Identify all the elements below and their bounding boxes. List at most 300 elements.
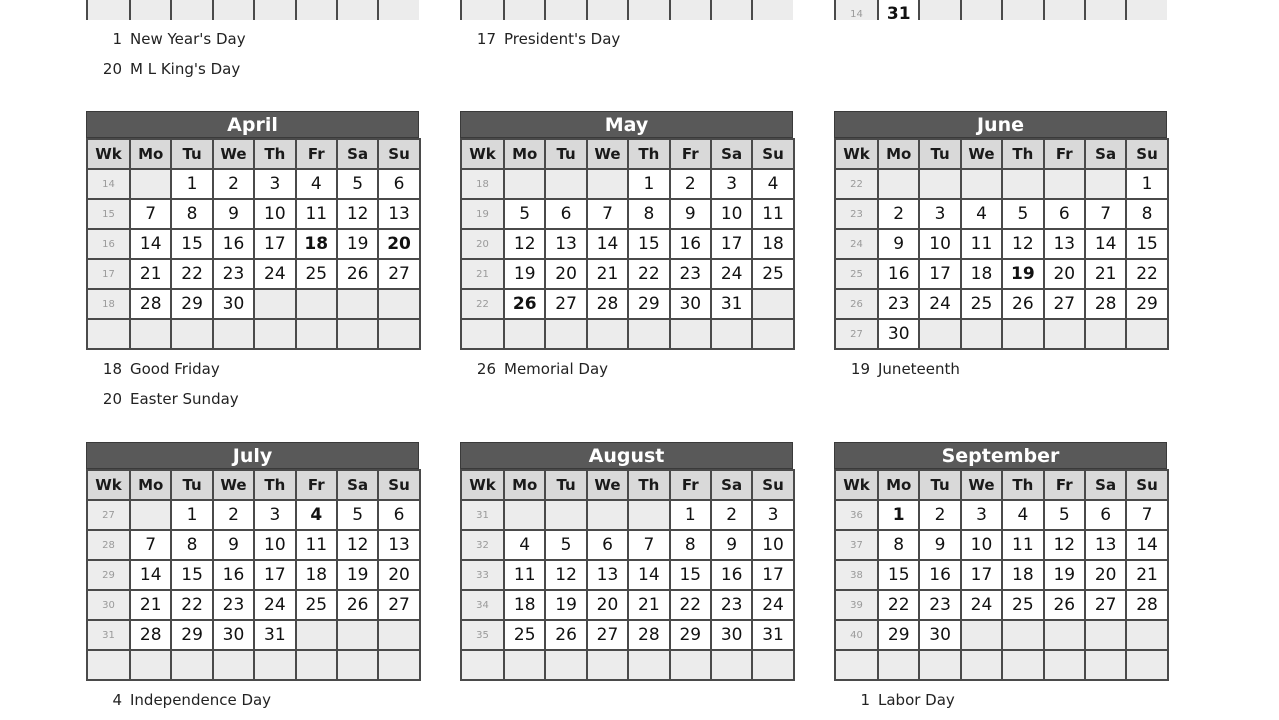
empty-day-cell [670, 650, 711, 680]
day-cell: 17 [919, 259, 960, 289]
day-cell: 25 [961, 289, 1002, 319]
weekday-header-row [835, 470, 1168, 500]
week-number-cell: 36 [835, 500, 878, 530]
month-title: April [86, 111, 419, 138]
day-cell: 14 [130, 229, 171, 259]
empty-day-cell [337, 319, 378, 349]
day-cell: 22 [171, 590, 212, 620]
empty-day-cell [752, 319, 793, 349]
holiday-name: Labor Day [878, 691, 955, 709]
week-row [461, 590, 794, 620]
day-cell: 2 [213, 169, 254, 199]
day-cell: 15 [171, 560, 212, 590]
holidays-april [98, 358, 239, 418]
empty-day-cell [545, 650, 586, 680]
month-title: May [460, 111, 793, 138]
weekday-header-sa: Sa [337, 139, 378, 169]
day-cell: 1 [878, 500, 919, 530]
day-cell: 21 [130, 259, 171, 289]
day-cell: 9 [670, 199, 711, 229]
empty-day-cell [296, 620, 337, 650]
week-row [461, 530, 794, 560]
empty-day-cell [378, 289, 419, 319]
week-number-cell [461, 650, 504, 680]
day-cell: 23 [711, 590, 752, 620]
day-cell: 24 [711, 259, 752, 289]
weekday-header-th: Th [628, 470, 669, 500]
day-cell: 14 [1126, 530, 1167, 560]
day-cell: 28 [130, 289, 171, 319]
day-cell: 1 [171, 500, 212, 530]
day-cell: 10 [254, 530, 295, 560]
day-cell: 3 [919, 199, 960, 229]
holidays-february [472, 28, 620, 58]
calendar-grid [86, 138, 421, 350]
month-title: July [86, 442, 419, 469]
weekday-header-we: We [961, 470, 1002, 500]
empty-day-cell [628, 0, 669, 20]
week-row [461, 620, 794, 650]
day-cell: 4 [296, 169, 337, 199]
day-cell: 21 [130, 590, 171, 620]
week-number-cell: 22 [461, 289, 504, 319]
empty-day-cell [1085, 319, 1126, 349]
day-cell: 1 [1126, 169, 1167, 199]
weekday-header-wk: Wk [835, 470, 878, 500]
weekday-header-su: Su [378, 470, 419, 500]
empty-day-cell [587, 169, 628, 199]
empty-day-cell [337, 650, 378, 680]
weekday-header-fr: Fr [296, 470, 337, 500]
week-row [87, 590, 420, 620]
holiday-day: 1 [112, 30, 122, 48]
week-row [461, 650, 794, 680]
empty-day-cell [545, 500, 586, 530]
empty-day-cell [378, 620, 419, 650]
empty-day-cell [1126, 319, 1167, 349]
holiday-name: Memorial Day [504, 360, 609, 378]
day-cell: 6 [1044, 199, 1085, 229]
day-cell: 19 [545, 590, 586, 620]
holidays-may [472, 358, 608, 388]
weekday-header-row [461, 470, 794, 500]
weekday-header-mo: Mo [504, 470, 545, 500]
day-cell: 8 [171, 530, 212, 560]
day-cell: 10 [961, 530, 1002, 560]
weekday-header-we: We [961, 139, 1002, 169]
empty-day-cell [711, 0, 752, 20]
weekday-header-tu: Tu [919, 139, 960, 169]
day-cell: 18 [961, 259, 1002, 289]
weekday-header-row [87, 139, 420, 169]
month-title: September [834, 442, 1167, 469]
day-cell: 30 [919, 620, 960, 650]
day-cell: 11 [504, 560, 545, 590]
day-cell: 15 [670, 560, 711, 590]
day-cell: 13 [545, 229, 586, 259]
day-cell: 12 [337, 199, 378, 229]
week-number-cell [87, 650, 130, 680]
calendar-grid [460, 138, 795, 350]
weekday-header-fr: Fr [670, 139, 711, 169]
week-row [461, 169, 794, 199]
day-cell: 26 [337, 259, 378, 289]
day-cell: 23 [919, 590, 960, 620]
calendar-july [86, 442, 419, 681]
calendar-grid [834, 0, 1167, 20]
holiday-day: 18 [102, 360, 122, 378]
empty-day-cell [130, 650, 171, 680]
weekday-header-su: Su [752, 470, 793, 500]
day-cell: 9 [711, 530, 752, 560]
day-cell: 13 [1085, 530, 1126, 560]
day-cell: 24 [961, 590, 1002, 620]
week-number-cell: 34 [461, 590, 504, 620]
week-number-cell: 31 [87, 620, 130, 650]
holiday-day: 20 [102, 390, 122, 408]
holiday-item [98, 689, 271, 719]
day-cell: 19 [337, 229, 378, 259]
week-number-cell [461, 319, 504, 349]
week-number-cell [461, 0, 504, 20]
day-cell: 2 [670, 169, 711, 199]
week-number-cell: 19 [461, 199, 504, 229]
day-cell: 27 [1044, 289, 1085, 319]
empty-day-cell [1044, 169, 1085, 199]
day-cell: 31 [711, 289, 752, 319]
weekday-header-mo: Mo [504, 139, 545, 169]
day-cell: 26 [545, 620, 586, 650]
week-row [461, 259, 794, 289]
day-cell: 4 [1002, 500, 1043, 530]
calendar-grid [460, 469, 795, 681]
holiday-item [472, 28, 620, 58]
empty-day-cell [961, 0, 1002, 20]
day-cell: 27 [378, 590, 419, 620]
empty-day-cell [711, 650, 752, 680]
week-row [835, 289, 1168, 319]
holiday-day: 19 [850, 360, 870, 378]
day-cell: 13 [378, 530, 419, 560]
day-cell: 15 [171, 229, 212, 259]
day-cell: 5 [1044, 500, 1085, 530]
week-row [87, 650, 420, 680]
day-cell: 17 [752, 560, 793, 590]
day-cell: 20 [378, 560, 419, 590]
weekday-header-tu: Tu [171, 470, 212, 500]
day-cell: 4 [961, 199, 1002, 229]
day-cell: 5 [337, 500, 378, 530]
day-cell: 21 [1085, 259, 1126, 289]
week-row [87, 530, 420, 560]
empty-day-cell [213, 0, 254, 20]
day-cell: 7 [130, 530, 171, 560]
day-cell: 26 [337, 590, 378, 620]
empty-day-cell [337, 289, 378, 319]
week-row [461, 289, 794, 319]
day-cell: 2 [711, 500, 752, 530]
calendar-grid [460, 0, 793, 20]
empty-day-cell [1126, 0, 1167, 20]
empty-day-cell [337, 620, 378, 650]
day-cell: 15 [628, 229, 669, 259]
empty-day-cell [545, 0, 586, 20]
week-number-cell: 38 [835, 560, 878, 590]
day-cell: 25 [504, 620, 545, 650]
week-number-cell: 40 [835, 620, 878, 650]
week-number-cell: 28 [87, 530, 130, 560]
day-cell: 1 [670, 500, 711, 530]
empty-day-cell [254, 319, 295, 349]
empty-day-cell [213, 319, 254, 349]
empty-day-cell [378, 319, 419, 349]
day-cell: 30 [213, 620, 254, 650]
week-row [87, 229, 420, 259]
empty-day-cell [504, 650, 545, 680]
empty-day-cell [130, 0, 171, 20]
weekday-header-we: We [213, 139, 254, 169]
week-row [835, 560, 1168, 590]
month-title: June [834, 111, 1167, 138]
week-row [87, 199, 420, 229]
empty-day-cell [337, 0, 378, 20]
weekday-header-wk: Wk [87, 470, 130, 500]
day-cell: 3 [752, 500, 793, 530]
week-row [835, 530, 1168, 560]
day-cell: 30 [711, 620, 752, 650]
day-cell: 30 [213, 289, 254, 319]
day-cell: 28 [628, 620, 669, 650]
day-cell: 31 [254, 620, 295, 650]
weekday-header-fr: Fr [1044, 139, 1085, 169]
week-number-cell: 16 [87, 229, 130, 259]
day-cell: 5 [337, 169, 378, 199]
holiday-day: 26 [476, 360, 496, 378]
weekday-header-th: Th [254, 139, 295, 169]
day-cell: 7 [1126, 500, 1167, 530]
day-cell: 19 [337, 560, 378, 590]
day-cell: 2 [878, 199, 919, 229]
weekday-header-su: Su [752, 139, 793, 169]
empty-day-cell [711, 319, 752, 349]
day-cell: 18 [296, 560, 337, 590]
day-cell: 4 [752, 169, 793, 199]
empty-day-cell [1126, 620, 1167, 650]
day-cell: 31 [878, 0, 919, 20]
week-number-cell: 35 [461, 620, 504, 650]
day-cell: 18 [504, 590, 545, 620]
empty-day-cell [213, 650, 254, 680]
empty-day-cell [752, 650, 793, 680]
week-number-cell [835, 650, 878, 680]
empty-day-cell [296, 650, 337, 680]
empty-day-cell [1085, 0, 1126, 20]
week-row [835, 199, 1168, 229]
week-number-cell: 24 [835, 229, 878, 259]
day-cell: 8 [628, 199, 669, 229]
day-cell: 14 [130, 560, 171, 590]
empty-day-cell [1002, 319, 1043, 349]
empty-day-cell [878, 169, 919, 199]
week-number-cell: 39 [835, 590, 878, 620]
day-cell: 4 [296, 500, 337, 530]
weekday-header-sa: Sa [711, 470, 752, 500]
empty-day-cell [1002, 0, 1043, 20]
empty-day-cell [504, 0, 545, 20]
empty-day-cell [961, 169, 1002, 199]
day-cell: 8 [171, 199, 212, 229]
empty-day-cell [545, 319, 586, 349]
day-cell: 10 [919, 229, 960, 259]
empty-day-cell [130, 500, 171, 530]
day-cell: 5 [1002, 199, 1043, 229]
week-number-cell: 32 [461, 530, 504, 560]
day-cell: 25 [296, 590, 337, 620]
day-cell: 20 [378, 229, 419, 259]
day-cell: 23 [213, 590, 254, 620]
weekday-header-wk: Wk [87, 139, 130, 169]
holiday-item [846, 358, 960, 388]
week-row [87, 319, 420, 349]
day-cell: 27 [587, 620, 628, 650]
empty-day-cell [171, 650, 212, 680]
day-cell: 29 [670, 620, 711, 650]
empty-day-cell [296, 319, 337, 349]
day-cell: 24 [752, 590, 793, 620]
day-cell: 27 [378, 259, 419, 289]
week-number-cell: 27 [835, 319, 878, 349]
empty-day-cell [1044, 0, 1085, 20]
weekday-header-sa: Sa [1085, 139, 1126, 169]
day-cell: 11 [296, 530, 337, 560]
weekday-header-row [87, 470, 420, 500]
day-cell: 24 [254, 590, 295, 620]
empty-day-cell [587, 319, 628, 349]
empty-day-cell [919, 169, 960, 199]
weekday-header-wk: Wk [461, 139, 504, 169]
holiday-item [98, 58, 246, 88]
weekday-header-th: Th [1002, 139, 1043, 169]
holiday-name: New Year's Day [130, 30, 246, 48]
week-row [461, 0, 793, 20]
calendar-january [86, 0, 419, 20]
weekday-header-fr: Fr [670, 470, 711, 500]
holiday-day: 20 [102, 60, 122, 78]
empty-day-cell [1126, 650, 1167, 680]
weekday-header-sa: Sa [711, 139, 752, 169]
day-cell: 16 [670, 229, 711, 259]
weekday-header-tu: Tu [171, 139, 212, 169]
holiday-day: 4 [112, 691, 122, 709]
empty-day-cell [378, 0, 419, 20]
week-number-cell: 26 [835, 289, 878, 319]
day-cell: 21 [1126, 560, 1167, 590]
day-cell: 8 [1126, 199, 1167, 229]
day-cell: 10 [254, 199, 295, 229]
holiday-name: M L King's Day [130, 60, 241, 78]
day-cell: 22 [628, 259, 669, 289]
holidays-september [846, 689, 955, 719]
empty-day-cell [1044, 319, 1085, 349]
empty-day-cell [504, 169, 545, 199]
holiday-name: President's Day [504, 30, 621, 48]
weekday-header-sa: Sa [1085, 470, 1126, 500]
weekday-header-th: Th [254, 470, 295, 500]
week-number-cell: 30 [87, 590, 130, 620]
empty-day-cell [1044, 620, 1085, 650]
empty-day-cell [752, 0, 793, 20]
day-cell: 12 [545, 560, 586, 590]
empty-day-cell [1002, 169, 1043, 199]
day-cell: 16 [878, 259, 919, 289]
empty-day-cell [961, 620, 1002, 650]
empty-day-cell [504, 500, 545, 530]
empty-day-cell [545, 169, 586, 199]
week-number-cell [87, 0, 130, 20]
calendar-grid [86, 469, 421, 681]
empty-day-cell [752, 289, 793, 319]
empty-day-cell [254, 650, 295, 680]
day-cell: 20 [1085, 560, 1126, 590]
week-number-cell: 27 [87, 500, 130, 530]
day-cell: 17 [961, 560, 1002, 590]
weekday-header-su: Su [1126, 470, 1167, 500]
day-cell: 26 [504, 289, 545, 319]
month-title: August [460, 442, 793, 469]
day-cell: 18 [296, 229, 337, 259]
day-cell: 16 [213, 560, 254, 590]
empty-day-cell [171, 319, 212, 349]
week-number-cell: 17 [87, 259, 130, 289]
day-cell: 23 [878, 289, 919, 319]
day-cell: 2 [919, 500, 960, 530]
holiday-item [472, 358, 608, 388]
day-cell: 29 [1126, 289, 1167, 319]
day-cell: 22 [171, 259, 212, 289]
calendar-april [86, 111, 419, 350]
week-number-cell: 14 [87, 169, 130, 199]
day-cell: 10 [711, 199, 752, 229]
week-row [835, 259, 1168, 289]
week-row [87, 259, 420, 289]
day-cell: 28 [1085, 289, 1126, 319]
day-cell: 3 [961, 500, 1002, 530]
day-cell: 3 [254, 169, 295, 199]
day-cell: 10 [752, 530, 793, 560]
day-cell: 16 [711, 560, 752, 590]
day-cell: 9 [919, 530, 960, 560]
day-cell: 17 [254, 229, 295, 259]
week-row [835, 319, 1168, 349]
day-cell: 6 [378, 169, 419, 199]
day-cell: 6 [545, 199, 586, 229]
holidays-july [98, 689, 271, 719]
calendar-june [834, 111, 1167, 350]
week-row [87, 500, 420, 530]
empty-day-cell [628, 650, 669, 680]
day-cell: 15 [1126, 229, 1167, 259]
day-cell: 19 [504, 259, 545, 289]
holiday-day: 1 [860, 691, 870, 709]
day-cell: 1 [171, 169, 212, 199]
empty-day-cell [130, 319, 171, 349]
calendar-grid [834, 469, 1169, 681]
empty-day-cell [961, 650, 1002, 680]
holidays-june [846, 358, 960, 388]
day-cell: 12 [337, 530, 378, 560]
weekday-header-mo: Mo [130, 470, 171, 500]
holiday-item [98, 28, 246, 58]
